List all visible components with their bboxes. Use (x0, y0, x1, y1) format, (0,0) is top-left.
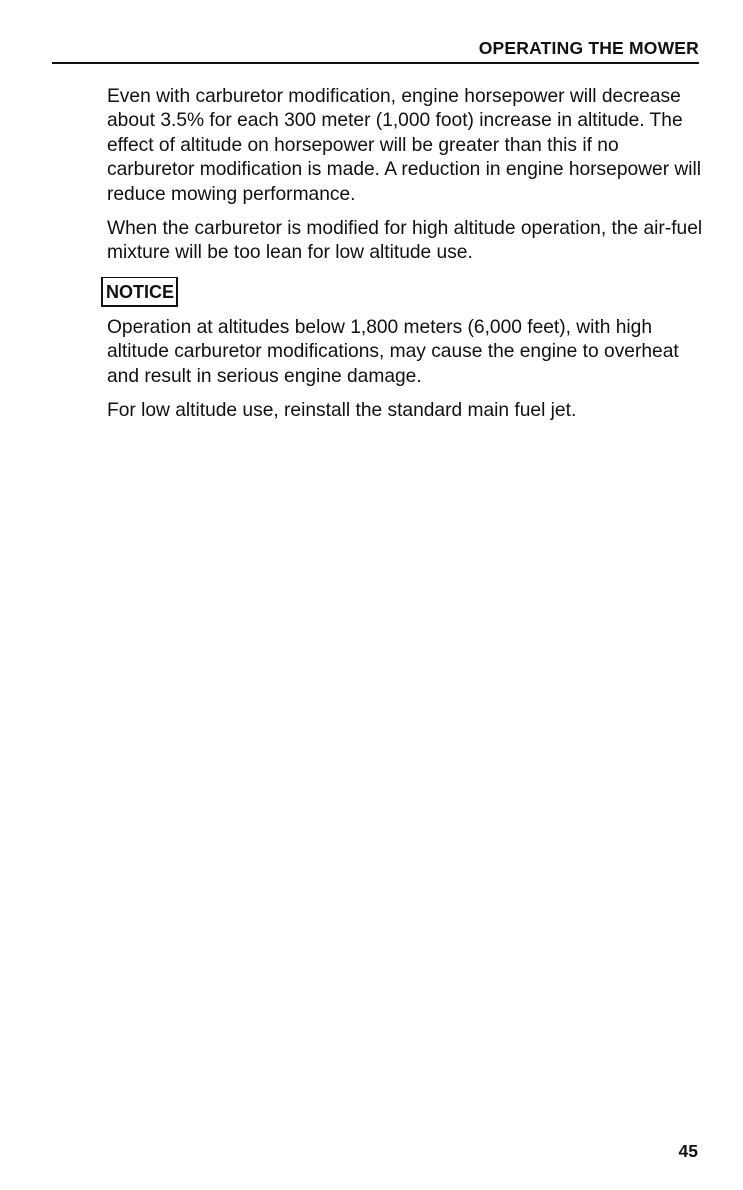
section-title: OPERATING THE MOWER (478, 38, 699, 58)
page-header (52, 36, 699, 64)
notice-wrapper (101, 277, 707, 312)
notice-label: NOTICE (101, 277, 178, 307)
page-number: 45 (678, 1141, 698, 1161)
paragraph-reinstall-jet: For low altitude use, reinstall the standard main fuel jet. (107, 400, 577, 422)
paragraph-lean-mixture: When the carburetor is modified for high altitude operation, the air-fuel mixture will be too lean for low altitude use. (107, 218, 703, 264)
paragraph-altitude-horsepower: Even with carburetor modification, engine horsepower will decrease about 3.5% for each 300 meter (1,000 foot) increase in altitude. The effect of altitude on horsepower will be greater than this if no carburetor modification is made. A reduction in engine horsepower will reduce mowing performance. (107, 86, 702, 205)
body-text (107, 85, 707, 423)
paragraph-overheat-warning: Operation at altitudes below 1,800 meters (6,000 feet), with high altitude carburetor modifications, may cause the engine to overheat and result in serious engine damage. (107, 316, 679, 387)
